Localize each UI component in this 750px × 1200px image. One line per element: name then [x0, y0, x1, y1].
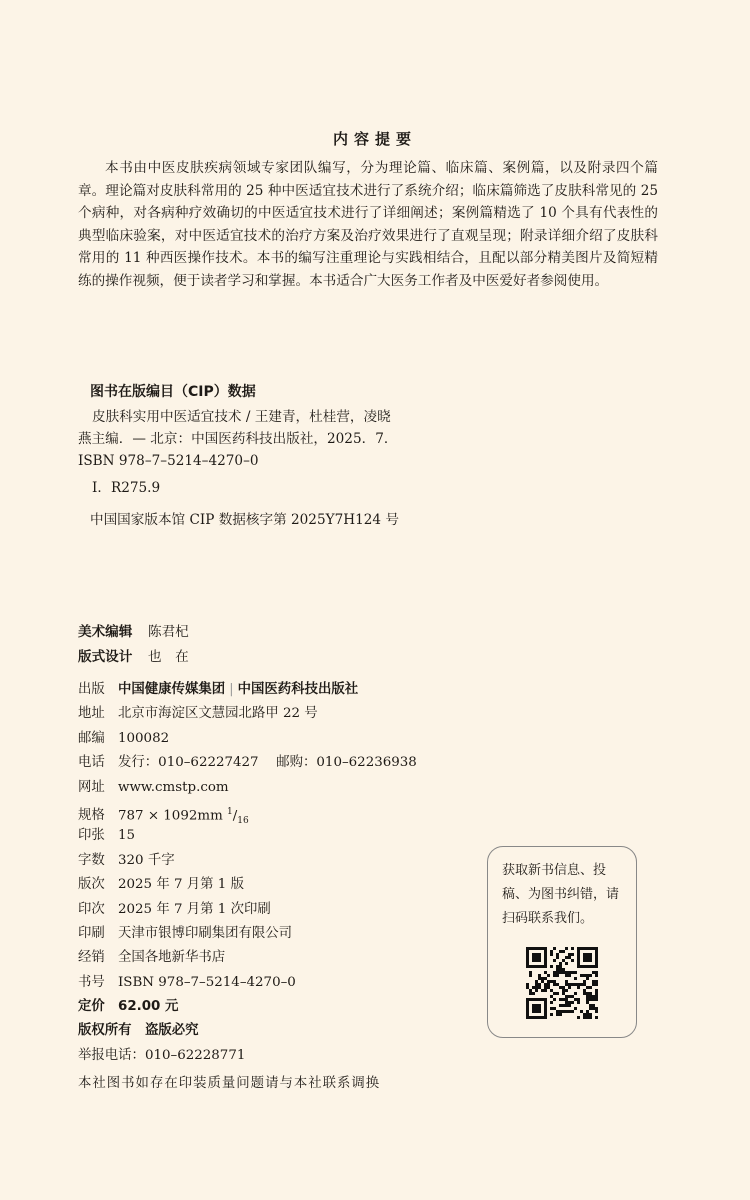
price-row: [78, 995, 417, 1019]
staff-row-layout-design: [78, 645, 189, 665]
detail-key: 经销: [78, 950, 105, 966]
detail-key: 印张: [78, 828, 105, 844]
copyright-notice: 版权所有 盗版必究: [78, 1023, 199, 1039]
detail-key: 印刷: [78, 925, 105, 941]
detail-key: 书号: [78, 974, 105, 990]
qr-contact-box: [487, 846, 637, 1038]
cip-heading: 图书在版编目（CIP）数据: [90, 384, 256, 400]
price-value: 62.00 元: [118, 999, 179, 1015]
staff-value: 也 在: [148, 649, 189, 665]
staff-label: 美术编辑: [78, 624, 133, 640]
cip-approval-number: 中国国家版本馆 CIP 数据核字第 2025Y7H124 号: [90, 512, 399, 528]
spec-row: 规格 787 × 1092mm $^1/_{16}$: [78, 800, 417, 824]
frac-denominator: 16: [237, 816, 249, 827]
publisher-name: 中国医药科技出版社: [237, 682, 359, 697]
detail-key: 出版: [78, 682, 105, 697]
detail-value: ISBN 978–7–5214–4270–0: [118, 974, 296, 990]
detail-key: 电话: [78, 755, 105, 771]
detail-row: [78, 702, 417, 726]
detail-row: [78, 922, 417, 946]
detail-row: [78, 971, 417, 995]
cip-line-1: 皮肤科实用中医适宜技术 / 王建青，杜桂营，凌晓: [92, 409, 391, 425]
detail-key: 字数: [78, 852, 105, 868]
quality-notice: 本社图书如存在印装质量问题请与本社联系调换: [78, 1076, 381, 1091]
detail-key: 印次: [78, 901, 105, 917]
publisher-row: [78, 678, 417, 702]
detail-value: 15: [118, 828, 136, 844]
detail-row: [78, 727, 417, 751]
detail-value: 北京市海淀区文慧园北路甲 22 号: [118, 706, 318, 722]
detail-value: 发行：010–62227427 邮购：010–62236938: [118, 755, 417, 771]
detail-row: [78, 776, 417, 800]
detail-row: [78, 873, 417, 897]
qr-code-icon[interactable]: [526, 941, 598, 1023]
publisher-group: 中国健康传媒集团: [118, 682, 226, 697]
cip-classification: Ⅰ．R275.9: [92, 480, 161, 496]
frac-numerator: 1: [227, 806, 233, 817]
detail-row: [78, 898, 417, 922]
detail-value: 320 千字: [118, 852, 175, 868]
publication-details: [78, 678, 417, 1068]
staff-row-art-editor: [78, 620, 189, 640]
detail-key: 网址: [78, 779, 105, 795]
detail-value: www.cmstp.com: [118, 779, 229, 795]
detail-value: 100082: [118, 730, 170, 746]
detail-key: 地址: [78, 706, 105, 722]
summary-body: 本书由中医皮肤疾病领域专家团队编写，分为理论篇、临床篇、案例篇，以及附录四个篇章。理论篇对皮肤科常用的 25 种中医适宜技术进行了系统介绍；临床篇筛选了皮肤科常见的 25 个病种，对各病种疗效确切的中医适宜技术进行了详细阐述；案例篇精选了 10 个具有代表性的典型临床验案，对中医适宜技术的治疗方案及治疗效果进行了直观呈现；附录详细介绍了皮肤科常用的 11 种西医操作技术。本书的编写注重理论与实践相结合，且配以部分精美图片及简短精练的操作视频，便于读者学习和掌握。本书适合广大医务工作者及中医爱好者参阅使用。: [78, 160, 658, 289]
cip-line-3: ISBN 978–7–5214–4270–0: [78, 453, 259, 469]
detail-value: 2025 年 7 月第 1 版: [118, 877, 244, 893]
detail-key: 邮编: [78, 730, 105, 746]
report-phone: 举报电话：010–62228771: [78, 1047, 246, 1063]
detail-key: 定价: [78, 999, 105, 1015]
separator: |: [229, 682, 234, 697]
detail-key: 版次: [78, 877, 105, 893]
detail-row: [78, 824, 417, 848]
detail-row: [78, 946, 417, 970]
cip-entry: [78, 406, 418, 472]
detail-row: [78, 849, 417, 873]
detail-value: 天津市银博印刷集团有限公司: [118, 925, 293, 941]
detail-value: 787 × 1092mm: [118, 808, 223, 824]
staff-value: 陈君杞: [148, 624, 189, 640]
qr-caption: 获取新书信息、投稿、为图书纠错，请扫码联系我们。: [502, 863, 620, 926]
summary-title: 内容提要: [332, 130, 417, 148]
cip-line-2: 燕主编．— 北京：中国医药科技出版社，2025．7．: [78, 431, 398, 447]
detail-value: 2025 年 7 月第 1 次印刷: [118, 901, 271, 917]
detail-row: [78, 751, 417, 775]
staff-label: 版式设计: [78, 649, 133, 665]
detail-key: 规格: [78, 808, 105, 824]
detail-value: 全国各地新华书店: [118, 950, 226, 966]
